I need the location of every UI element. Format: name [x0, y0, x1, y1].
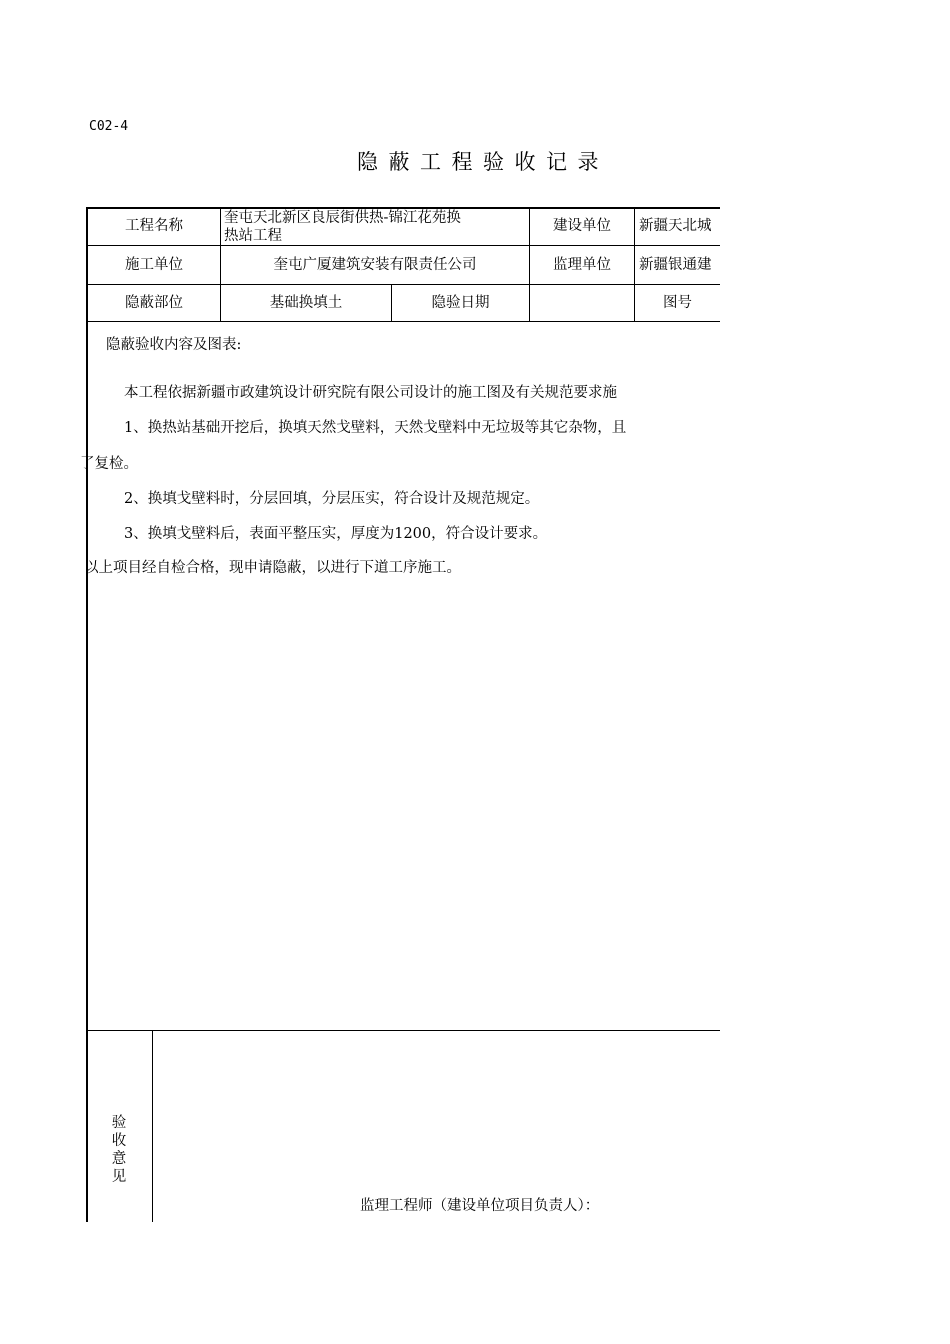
builder-value: 新疆天北城 [639, 218, 712, 234]
table-left-border [86, 207, 88, 1222]
opinion-label-char: 意 [111, 1151, 127, 1167]
builder-label: 建设单位 [553, 218, 611, 234]
content-item-2: 2、换填戈壁料时，分层回填，分层压实，符合设计及规范规定。 [124, 491, 540, 507]
page-title: 隐蔽工程验收记录 [357, 150, 609, 174]
content-item-3: 3、换填戈壁料后，表面平整压实，厚度为1200，符合设计要求。 [124, 526, 548, 542]
opinion-label-char: 见 [111, 1169, 127, 1185]
project-name-line2: 热站工程 [224, 228, 282, 244]
col-divider-b-row3 [529, 284, 530, 322]
content-item-1-line2: 了复检。 [80, 456, 138, 472]
opinion-top-border [86, 1030, 720, 1031]
supervisor-value: 新疆银通建 [639, 257, 712, 273]
drawing-label: 图号 [663, 295, 692, 311]
content-item-1-line1: 1、换热站基础开挖后，换填天然戈壁料，天然戈壁料中无垃圾等其它杂物，且 [124, 420, 627, 436]
opinion-label-char: 验 [111, 1115, 127, 1131]
location-label: 隐蔽部位 [125, 295, 183, 311]
form-code: C02-4 [89, 119, 129, 134]
opinion-label-divider [152, 1030, 153, 1222]
project-name-label: 工程名称 [125, 218, 183, 234]
row-divider-2 [86, 284, 720, 285]
supervisor-label: 监理单位 [553, 257, 611, 273]
contractor-label: 施工单位 [125, 257, 183, 273]
row-divider-1 [86, 245, 720, 246]
content-intro: 本工程依据新疆市政建筑设计研究院有限公司设计的施工图及有关规范要求施 [124, 385, 617, 401]
opinion-label-char: 收 [111, 1133, 127, 1149]
date-label: 隐验日期 [431, 295, 490, 311]
engineer-signature-label: 监理工程师（建设单位项目负责人）： [360, 1198, 600, 1214]
row-divider-3 [86, 321, 720, 322]
content-heading: 隐蔽验收内容及图表: [106, 337, 242, 353]
location-value: 基础换填土 [269, 295, 343, 311]
opinion-label [104, 1114, 134, 1186]
contractor-value: 奎屯广厦建筑安装有限责任公司 [273, 257, 477, 273]
content-conclusion: 以上项目经自检合格，现申请隐蔽，以进行下道工序施工。 [84, 560, 461, 576]
project-name-line1: 奎屯天北新区良辰街供热-锦江花苑换 [224, 210, 461, 226]
